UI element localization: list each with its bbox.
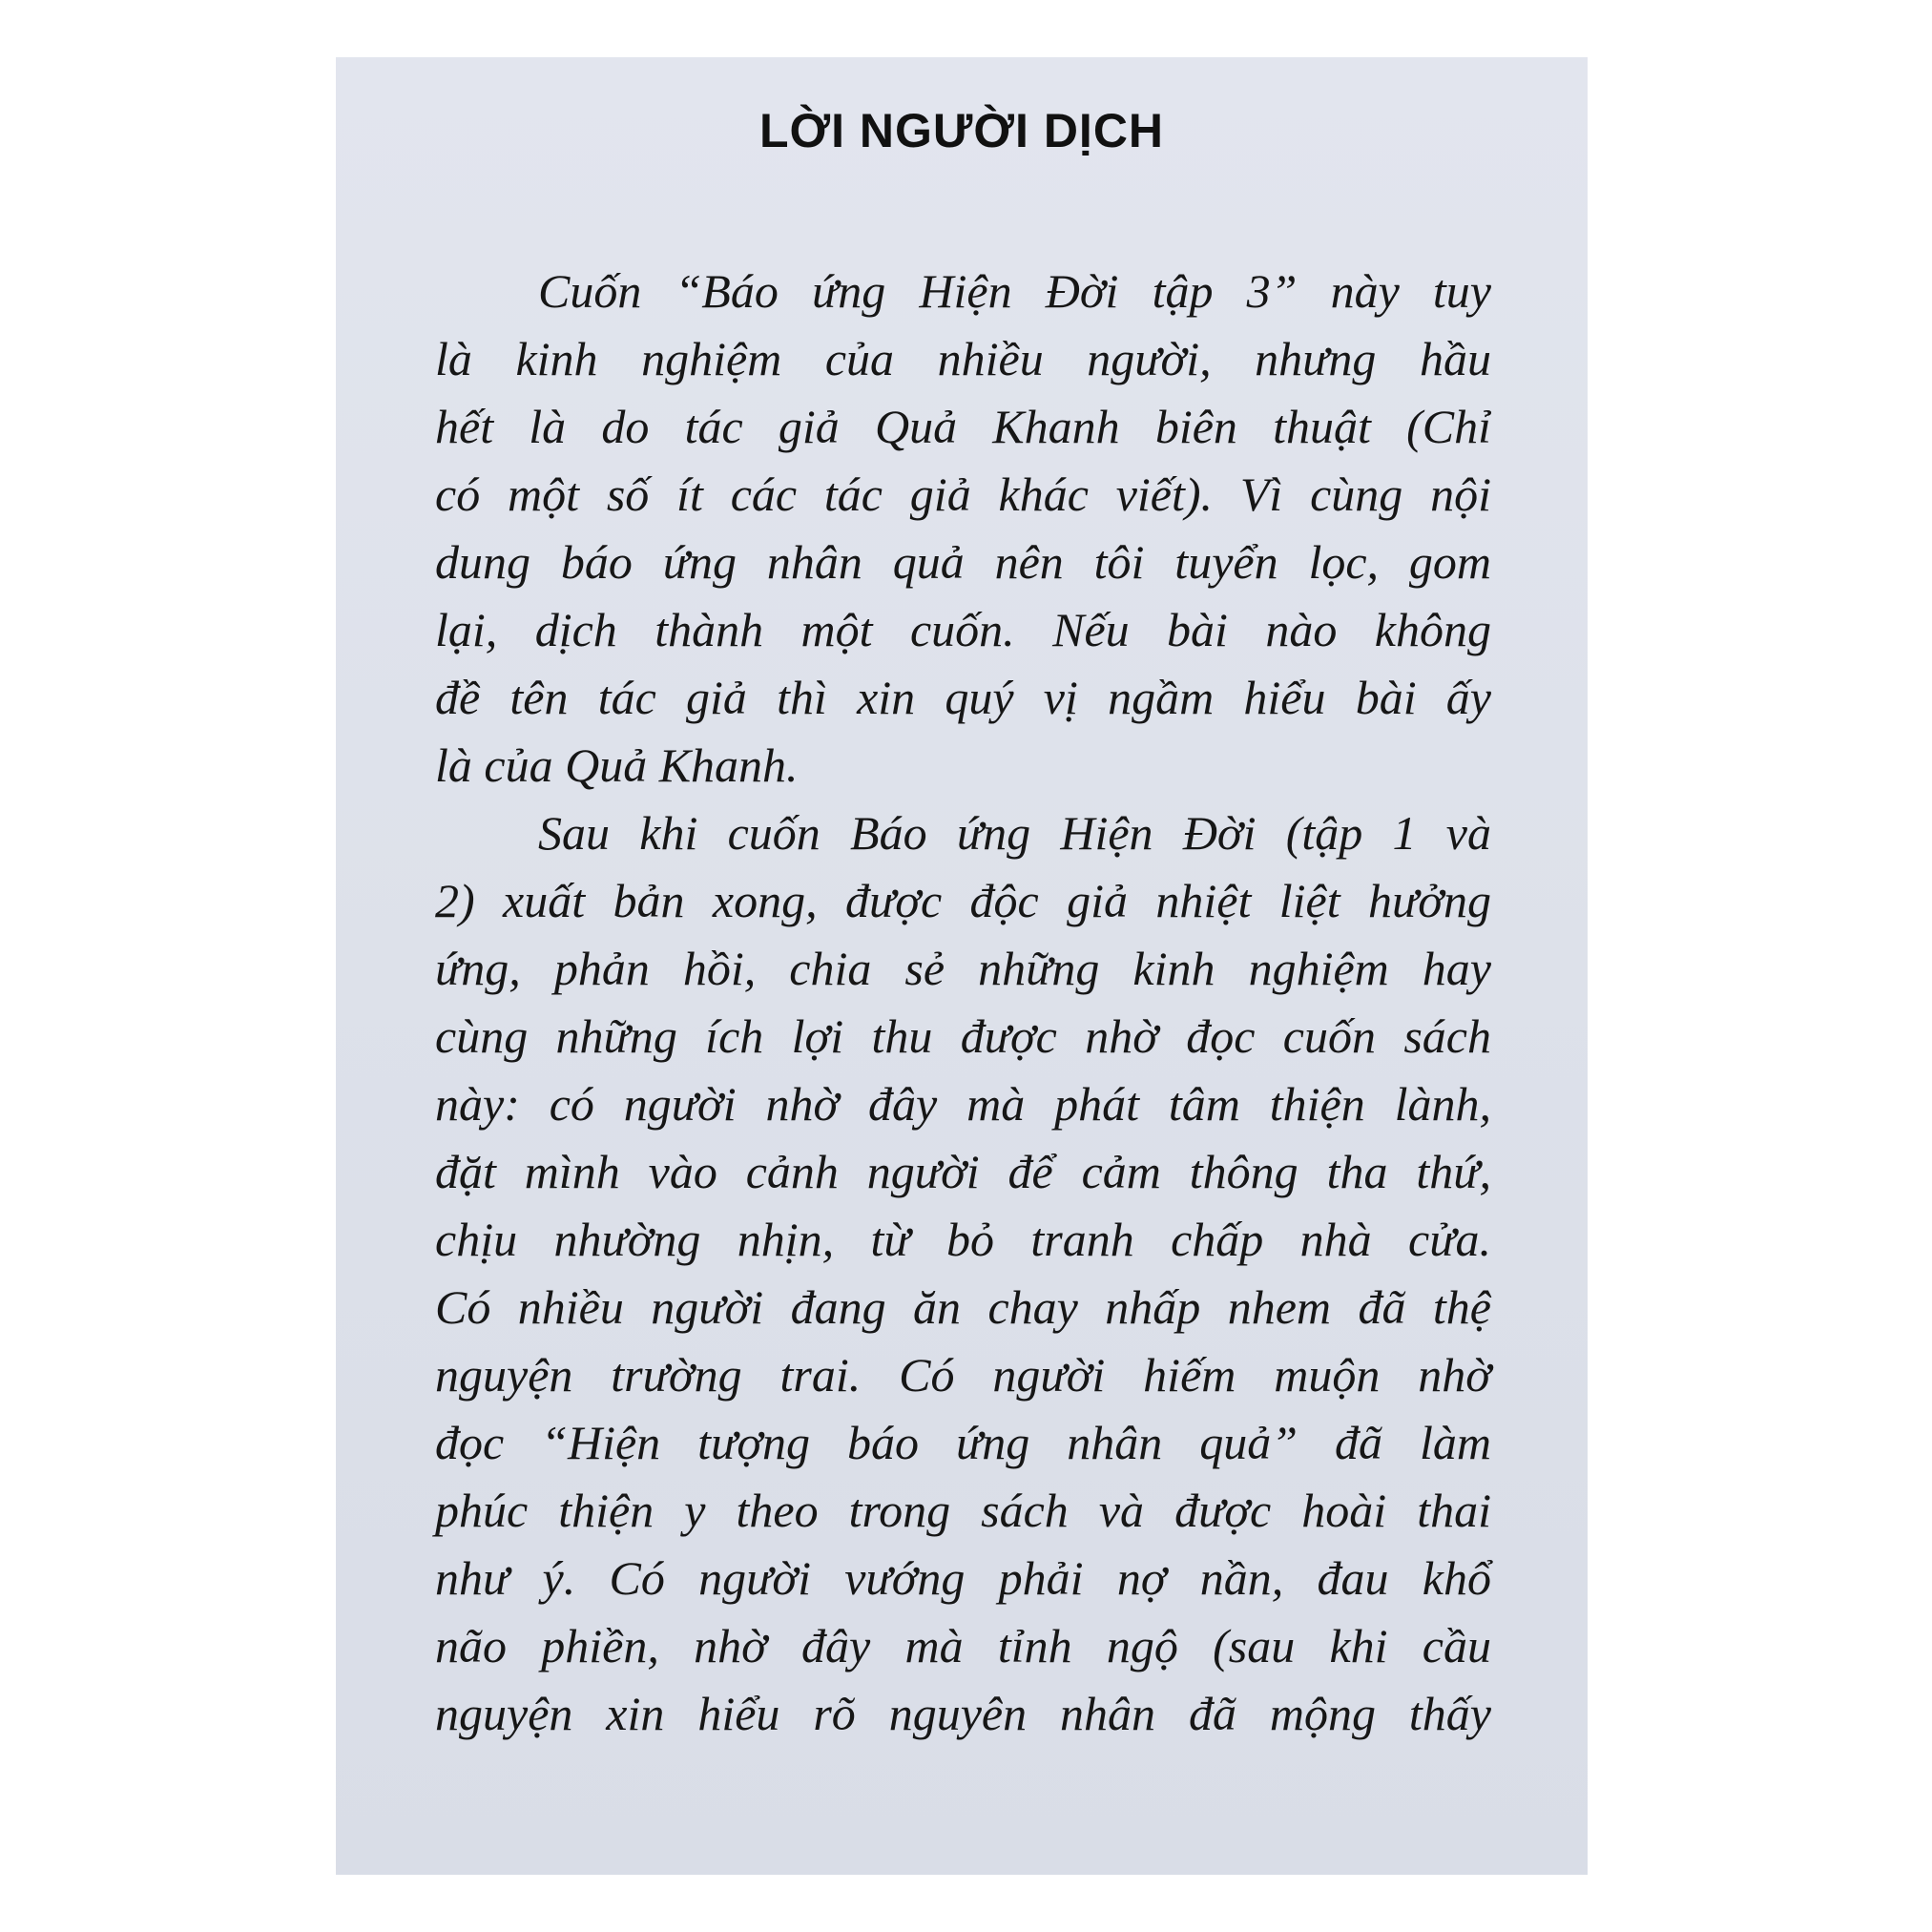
text-line: này: có người nhờ đây mà phát tâm thiện lành, [435, 1077, 1491, 1131]
body-text [435, 258, 1491, 1748]
text-line: Có nhiều người đang ăn chay nhấp nhem đã thệ [435, 1280, 1491, 1334]
text-line: là của Quả Khanh. [435, 738, 799, 792]
text-line: chịu nhường nhịn, từ bỏ tranh chấp nhà cửa. [435, 1213, 1491, 1266]
text-line: hết là do tác giả Quả Khanh biên thuật (Chỉ [435, 400, 1491, 453]
text-line: 2) xuất bản xong, được độc giả nhiệt liệt hưởng [435, 874, 1491, 927]
text-line: Sau khi cuốn Báo ứng Hiện Đời (tập 1 và [538, 806, 1491, 860]
text-line: cùng những ích lợi thu được nhờ đọc cuốn sách [435, 1009, 1491, 1063]
text-line: nguyện xin hiểu rõ nguyên nhân đã mộng thấy [435, 1687, 1491, 1740]
text-line: nguyện trường trai. Có người hiếm muộn nhờ [435, 1348, 1491, 1402]
book-page [336, 57, 1588, 1875]
text-line: lại, dịch thành một cuốn. Nếu bài nào không [435, 603, 1491, 656]
text-line: có một số ít các tác giả khác viết). Vì cùng nội [435, 467, 1491, 521]
text-line: não phiền, nhờ đây mà tỉnh ngộ (sau khi cầu [435, 1619, 1491, 1672]
text-line: như ý. Có người vướng phải nợ nần, đau khổ [435, 1551, 1491, 1605]
text-line: đặt mình vào cảnh người để cảm thông tha thứ, [435, 1145, 1491, 1198]
text-line: ứng, phản hồi, chia sẻ những kinh nghiệm hay [435, 942, 1491, 995]
text-line: phúc thiện y theo trong sách và được hoài thai [435, 1484, 1491, 1537]
text-line: Cuốn “Báo ứng Hiện Đời tập 3” này tuy [538, 264, 1491, 318]
text-line: đọc “Hiện tượng báo ứng nhân quả” đã làm [435, 1416, 1491, 1469]
text-line: dung báo ứng nhân quả nên tôi tuyển lọc, gom [435, 535, 1491, 589]
text-line: là kinh nghiệm của nhiều người, nhưng hầu [435, 332, 1491, 385]
page-title: LỜI NGƯỜI DỊCH [758, 104, 1165, 157]
text-line: đề tên tác giả thì xin quý vị ngầm hiểu bài ấy [435, 671, 1491, 724]
